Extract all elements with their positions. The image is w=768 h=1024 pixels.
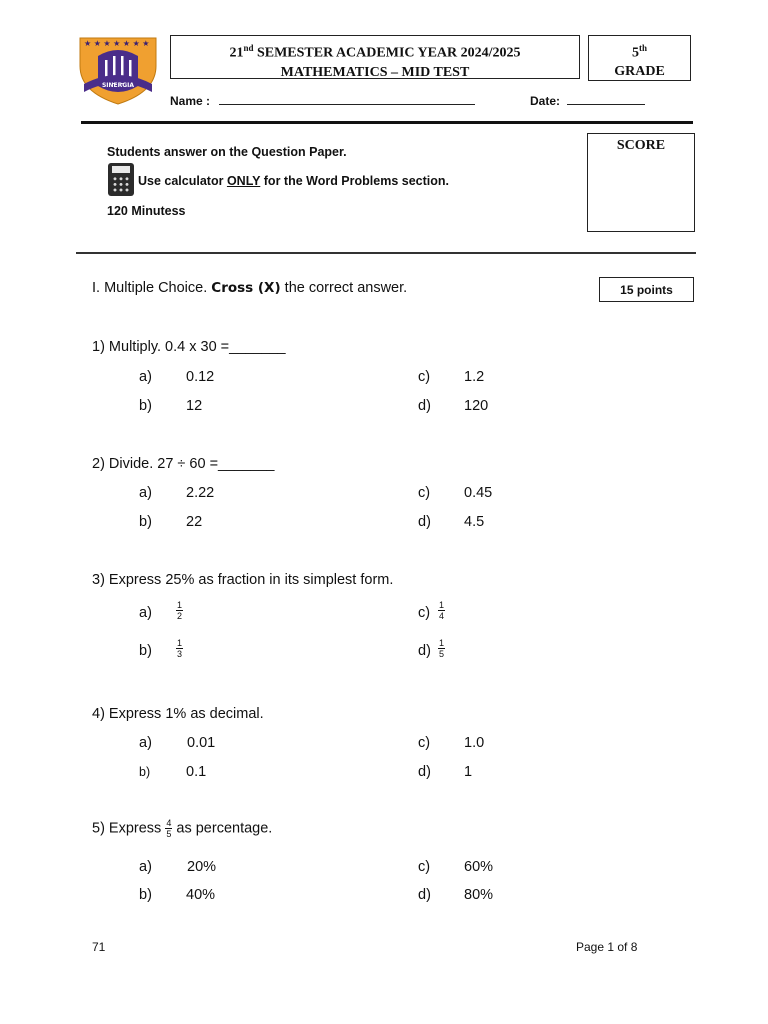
instruction-line-2: Use calculator ONLY for the Word Problems section.: [138, 174, 449, 188]
option-letter[interactable]: c): [418, 735, 431, 751]
grade-number: 5th: [631, 43, 647, 61]
date-field[interactable]: [530, 93, 645, 108]
option-letter[interactable]: c): [418, 369, 431, 385]
calculator-icon: [108, 163, 134, 196]
option-letter[interactable]: d): [418, 643, 431, 659]
option-value[interactable]: 80%: [464, 887, 494, 903]
svg-text:★ ★ ★ ★ ★ ★ ★: ★ ★ ★ ★ ★ ★ ★: [84, 39, 150, 48]
option-letter[interactable]: a): [139, 859, 152, 875]
option-letter[interactable]: b): [139, 887, 152, 903]
option-letter[interactable]: a): [139, 735, 152, 751]
option-fraction[interactable]: $\frac{1}{5}$: [439, 638, 445, 659]
page-number: Page 1 of 8: [576, 940, 638, 954]
score-box[interactable]: [587, 133, 695, 232]
option-letter[interactable]: d): [418, 887, 431, 903]
school-logo: [78, 36, 158, 106]
option-value[interactable]: 12: [186, 398, 203, 414]
option-value[interactable]: 0.1: [186, 764, 207, 780]
option-letter[interactable]: d): [418, 514, 431, 530]
question-1: 1) Multiply. 0.4 x 30 =_______: [92, 339, 286, 355]
option-fraction[interactable]: $\frac{1}{4}$: [439, 600, 445, 621]
option-letter[interactable]: a): [139, 605, 152, 621]
option-value[interactable]: 1.0: [464, 735, 485, 751]
svg-text:SINERGIA: SINERGIA: [101, 82, 135, 89]
option-letter[interactable]: c): [418, 485, 431, 501]
question-2: 2) Divide. 27 ÷ 60 =_______: [92, 456, 275, 472]
option-letter[interactable]: a): [139, 485, 152, 501]
instruction-duration: 120 Minutess: [107, 204, 186, 218]
grade-box: [588, 35, 691, 81]
exam-title-line2: MATHEMATICS – MID TEST: [280, 64, 470, 80]
option-value[interactable]: 0.12: [186, 369, 215, 385]
option-value[interactable]: 1: [464, 764, 473, 780]
option-letter[interactable]: c): [418, 859, 431, 875]
points-box: 15 points: [599, 277, 694, 302]
option-value[interactable]: 20%: [187, 859, 217, 875]
section-title: I. Multiple Choice. Cross (X) the correct answer.: [92, 280, 408, 296]
option-value[interactable]: 4.5: [464, 514, 485, 530]
option-letter[interactable]: b): [139, 765, 151, 779]
option-value[interactable]: 0.45: [464, 485, 493, 501]
option-letter[interactable]: c): [418, 605, 431, 621]
option-value[interactable]: 40%: [186, 887, 216, 903]
instruction-line-1: Students answer on the Question Paper.: [107, 145, 347, 159]
option-letter[interactable]: b): [139, 643, 152, 659]
option-fraction[interactable]: $\frac{1}{3}$: [177, 638, 183, 659]
name-label: Name :: [170, 94, 211, 108]
option-fraction[interactable]: $\frac{1}{2}$: [177, 600, 183, 621]
footer-code: 71: [92, 940, 106, 954]
date-blank[interactable]: [567, 93, 645, 105]
option-letter[interactable]: d): [418, 764, 431, 780]
option-letter[interactable]: b): [139, 514, 152, 530]
grade-label: GRADE: [614, 63, 665, 79]
option-letter[interactable]: b): [139, 398, 152, 414]
option-value[interactable]: 120: [464, 398, 489, 414]
date-label: Date:: [530, 94, 561, 108]
name-blank[interactable]: [219, 93, 475, 105]
option-value[interactable]: 60%: [464, 859, 494, 875]
question-5-fraction: $\frac{4}{5}$: [166, 818, 172, 839]
option-value[interactable]: 2.22: [186, 485, 215, 501]
question-4: 4) Express 1% as decimal.: [92, 706, 264, 722]
option-value[interactable]: 22: [186, 514, 203, 530]
option-letter[interactable]: a): [139, 369, 152, 385]
question-3: 3) Express 25% as fraction in its simplest form.: [92, 572, 394, 588]
option-letter[interactable]: d): [418, 398, 431, 414]
name-field[interactable]: [170, 93, 475, 108]
option-value[interactable]: 0.01: [187, 735, 216, 751]
section-divider: [76, 252, 696, 254]
option-value[interactable]: 1.2: [464, 369, 485, 385]
question-5: 5) Express $\frac{4}{5}$ as percentage.: [92, 818, 273, 839]
header-divider: [81, 121, 693, 124]
exam-title-box: [170, 35, 580, 79]
score-label: SCORE: [616, 138, 666, 153]
exam-title-line1: 21nd SEMESTER ACADEMIC YEAR 2024/2025: [229, 43, 521, 61]
